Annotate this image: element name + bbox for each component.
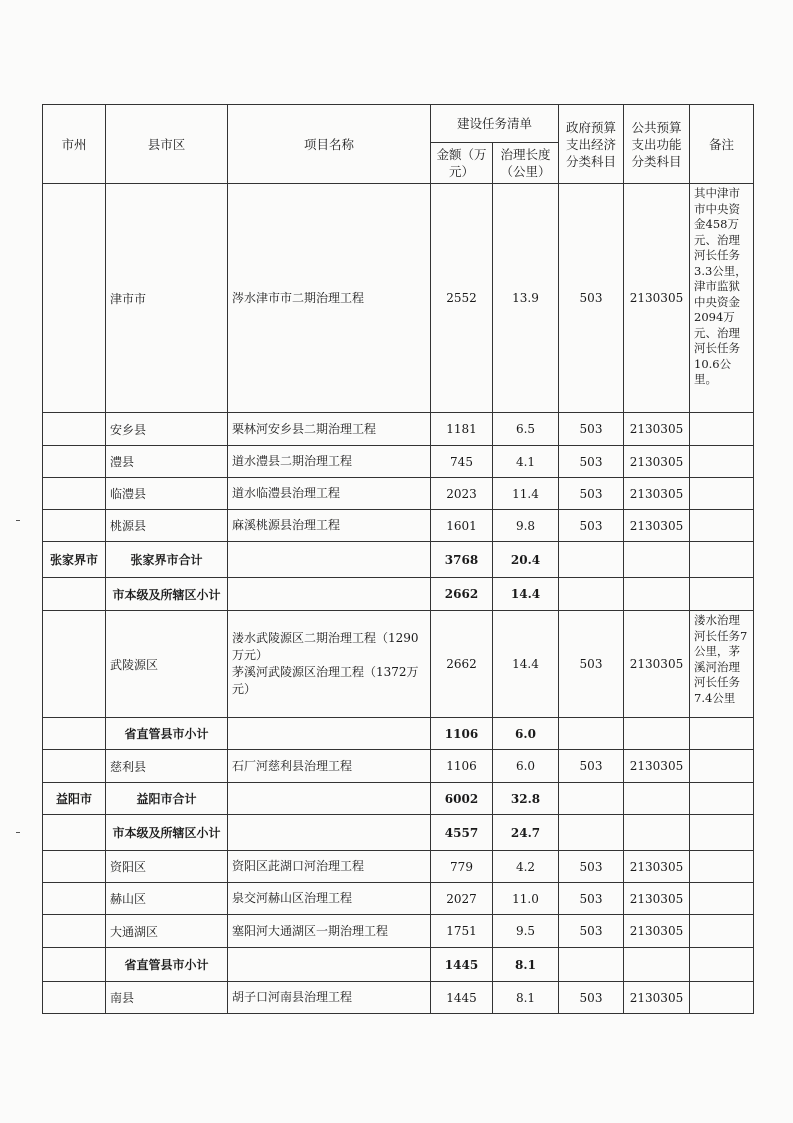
project-cell: 资阳区茈湖口河治理工程 xyxy=(228,851,431,883)
county-cell: 市本级及所辖区小计 xyxy=(106,815,228,851)
table-row xyxy=(43,446,754,478)
econ-code-cell: 503 xyxy=(559,982,624,1014)
length-cell: 11.0 xyxy=(493,883,559,915)
county-cell: 市本级及所辖区小计 xyxy=(106,578,228,611)
remark-cell xyxy=(690,578,754,611)
table-row xyxy=(43,718,754,750)
table-row xyxy=(43,578,754,611)
amount-cell: 1106 xyxy=(431,750,493,783)
remark-cell xyxy=(690,815,754,851)
table-row xyxy=(43,783,754,815)
county-cell: 桃源县 xyxy=(106,510,228,542)
county-cell: 安乡县 xyxy=(106,413,228,446)
project-cell: 溇水武陵源区二期治理工程（1290万元） 茅溪河武陵源区治理工程（1372万元） xyxy=(228,611,431,718)
city-cell xyxy=(43,611,106,718)
remark-cell xyxy=(690,510,754,542)
county-cell: 澧县 xyxy=(106,446,228,478)
county-cell: 临澧县 xyxy=(106,478,228,510)
remark-cell xyxy=(690,750,754,783)
econ-code-cell: 503 xyxy=(559,750,624,783)
header-city: 市州 xyxy=(43,105,106,184)
project-cell: 麻溪桃源县治理工程 xyxy=(228,510,431,542)
econ-code-cell: 503 xyxy=(559,851,624,883)
county-cell: 津市市 xyxy=(106,184,228,413)
length-cell: 20.4 xyxy=(493,542,559,578)
header-length: 治理长度（公里） xyxy=(493,143,559,184)
header-gov-budget: 政府预算支出经济分类科目 xyxy=(559,105,624,184)
city-cell: 张家界市 xyxy=(43,542,106,578)
project-cell: 胡子口河南县治理工程 xyxy=(228,982,431,1014)
func-code-cell xyxy=(624,718,690,750)
length-cell: 6.0 xyxy=(493,750,559,783)
project-cell: 石厂河慈利县治理工程 xyxy=(228,750,431,783)
length-cell: 13.9 xyxy=(493,184,559,413)
amount-cell: 779 xyxy=(431,851,493,883)
length-cell: 4.2 xyxy=(493,851,559,883)
county-cell: 大通湖区 xyxy=(106,915,228,948)
county-cell: 张家界市合计 xyxy=(106,542,228,578)
budget-table xyxy=(42,104,754,1014)
city-cell xyxy=(43,510,106,542)
project-cell xyxy=(228,783,431,815)
table-row xyxy=(43,510,754,542)
project-cell xyxy=(228,718,431,750)
city-cell xyxy=(43,948,106,982)
amount-cell: 2023 xyxy=(431,478,493,510)
county-cell: 赫山区 xyxy=(106,883,228,915)
amount-cell: 3768 xyxy=(431,542,493,578)
header-public-budget: 公共预算支出功能分类科目 xyxy=(624,105,690,184)
table-row xyxy=(43,413,754,446)
amount-cell: 6002 xyxy=(431,783,493,815)
econ-code-cell: 503 xyxy=(559,446,624,478)
table-row xyxy=(43,750,754,783)
remark-cell xyxy=(690,883,754,915)
table-row xyxy=(43,883,754,915)
func-code-cell: 2130305 xyxy=(624,478,690,510)
econ-code-cell xyxy=(559,783,624,815)
length-cell: 9.5 xyxy=(493,915,559,948)
remark-cell xyxy=(690,478,754,510)
remark-cell: 溇水治理河长任务7公里，茅溪河治理河长任务7.4公里 xyxy=(690,611,754,718)
table-row xyxy=(43,948,754,982)
scan-mark xyxy=(16,832,20,833)
func-code-cell: 2130305 xyxy=(624,446,690,478)
econ-code-cell xyxy=(559,542,624,578)
func-code-cell: 2130305 xyxy=(624,851,690,883)
city-cell xyxy=(43,718,106,750)
county-cell: 省直管县市小计 xyxy=(106,948,228,982)
city-cell xyxy=(43,851,106,883)
header-remark: 备注 xyxy=(690,105,754,184)
length-cell: 14.4 xyxy=(493,578,559,611)
table-row xyxy=(43,611,754,718)
func-code-cell: 2130305 xyxy=(624,750,690,783)
func-code-cell xyxy=(624,542,690,578)
econ-code-cell: 503 xyxy=(559,883,624,915)
county-cell: 省直管县市小计 xyxy=(106,718,228,750)
project-cell: 泉交河赫山区治理工程 xyxy=(228,883,431,915)
func-code-cell xyxy=(624,578,690,611)
project-cell: 涔水津市市二期治理工程 xyxy=(228,184,431,413)
city-cell xyxy=(43,478,106,510)
remark-cell xyxy=(690,783,754,815)
length-cell: 9.8 xyxy=(493,510,559,542)
header-project: 项目名称 xyxy=(228,105,431,184)
header-task-list: 建设任务清单 xyxy=(431,105,559,143)
amount-cell: 1445 xyxy=(431,948,493,982)
amount-cell: 2552 xyxy=(431,184,493,413)
econ-code-cell: 503 xyxy=(559,611,624,718)
table-row xyxy=(43,542,754,578)
remark-cell xyxy=(690,542,754,578)
econ-code-cell: 503 xyxy=(559,510,624,542)
func-code-cell: 2130305 xyxy=(624,883,690,915)
func-code-cell: 2130305 xyxy=(624,413,690,446)
city-cell: 益阳市 xyxy=(43,783,106,815)
econ-code-cell: 503 xyxy=(559,184,624,413)
length-cell: 8.1 xyxy=(493,982,559,1014)
amount-cell: 745 xyxy=(431,446,493,478)
project-cell: 塞阳河大通湖区一期治理工程 xyxy=(228,915,431,948)
econ-code-cell: 503 xyxy=(559,915,624,948)
func-code-cell: 2130305 xyxy=(624,510,690,542)
project-cell xyxy=(228,815,431,851)
func-code-cell xyxy=(624,783,690,815)
project-cell xyxy=(228,542,431,578)
city-cell xyxy=(43,446,106,478)
length-cell: 32.8 xyxy=(493,783,559,815)
county-cell: 益阳市合计 xyxy=(106,783,228,815)
table-row xyxy=(43,184,754,413)
city-cell xyxy=(43,413,106,446)
amount-cell: 1106 xyxy=(431,718,493,750)
remark-cell xyxy=(690,982,754,1014)
city-cell xyxy=(43,883,106,915)
length-cell: 14.4 xyxy=(493,611,559,718)
length-cell: 8.1 xyxy=(493,948,559,982)
amount-cell: 1601 xyxy=(431,510,493,542)
func-code-cell: 2130305 xyxy=(624,915,690,948)
header-amount: 金额（万元） xyxy=(431,143,493,184)
length-cell: 6.0 xyxy=(493,718,559,750)
project-cell: 道水澧县二期治理工程 xyxy=(228,446,431,478)
remark-cell xyxy=(690,915,754,948)
remark-cell xyxy=(690,718,754,750)
remark-cell xyxy=(690,851,754,883)
func-code-cell: 2130305 xyxy=(624,982,690,1014)
table-row xyxy=(43,982,754,1014)
county-cell: 资阳区 xyxy=(106,851,228,883)
remark-cell xyxy=(690,446,754,478)
table-row xyxy=(43,915,754,948)
func-code-cell: 2130305 xyxy=(624,611,690,718)
city-cell xyxy=(43,982,106,1014)
econ-code-cell xyxy=(559,578,624,611)
func-code-cell xyxy=(624,815,690,851)
scan-mark xyxy=(16,520,20,521)
remark-cell xyxy=(690,948,754,982)
table-row xyxy=(43,478,754,510)
length-cell: 6.5 xyxy=(493,413,559,446)
length-cell: 11.4 xyxy=(493,478,559,510)
amount-cell: 2662 xyxy=(431,611,493,718)
city-cell xyxy=(43,915,106,948)
amount-cell: 1445 xyxy=(431,982,493,1014)
city-cell xyxy=(43,750,106,783)
header-county: 县市区 xyxy=(106,105,228,184)
func-code-cell xyxy=(624,948,690,982)
func-code-cell: 2130305 xyxy=(624,184,690,413)
project-cell: 栗林河安乡县二期治理工程 xyxy=(228,413,431,446)
table-body xyxy=(43,184,754,1014)
remark-cell: 其中津市市中央资金458万元、治理河长任务3.3公里，津市监狱中央资金2094万元、治理河长任务10.6公里。 xyxy=(690,184,754,413)
county-cell: 南县 xyxy=(106,982,228,1014)
city-cell xyxy=(43,184,106,413)
amount-cell: 2662 xyxy=(431,578,493,611)
amount-cell: 4557 xyxy=(431,815,493,851)
project-cell xyxy=(228,578,431,611)
econ-code-cell: 503 xyxy=(559,478,624,510)
city-cell xyxy=(43,815,106,851)
table-row xyxy=(43,815,754,851)
econ-code-cell: 503 xyxy=(559,413,624,446)
city-cell xyxy=(43,578,106,611)
length-cell: 4.1 xyxy=(493,446,559,478)
project-cell xyxy=(228,948,431,982)
amount-cell: 1751 xyxy=(431,915,493,948)
project-cell: 道水临澧县治理工程 xyxy=(228,478,431,510)
table-row xyxy=(43,851,754,883)
county-cell: 慈利县 xyxy=(106,750,228,783)
length-cell: 24.7 xyxy=(493,815,559,851)
amount-cell: 1181 xyxy=(431,413,493,446)
remark-cell xyxy=(690,413,754,446)
econ-code-cell xyxy=(559,948,624,982)
econ-code-cell xyxy=(559,718,624,750)
amount-cell: 2027 xyxy=(431,883,493,915)
county-cell: 武陵源区 xyxy=(106,611,228,718)
econ-code-cell xyxy=(559,815,624,851)
